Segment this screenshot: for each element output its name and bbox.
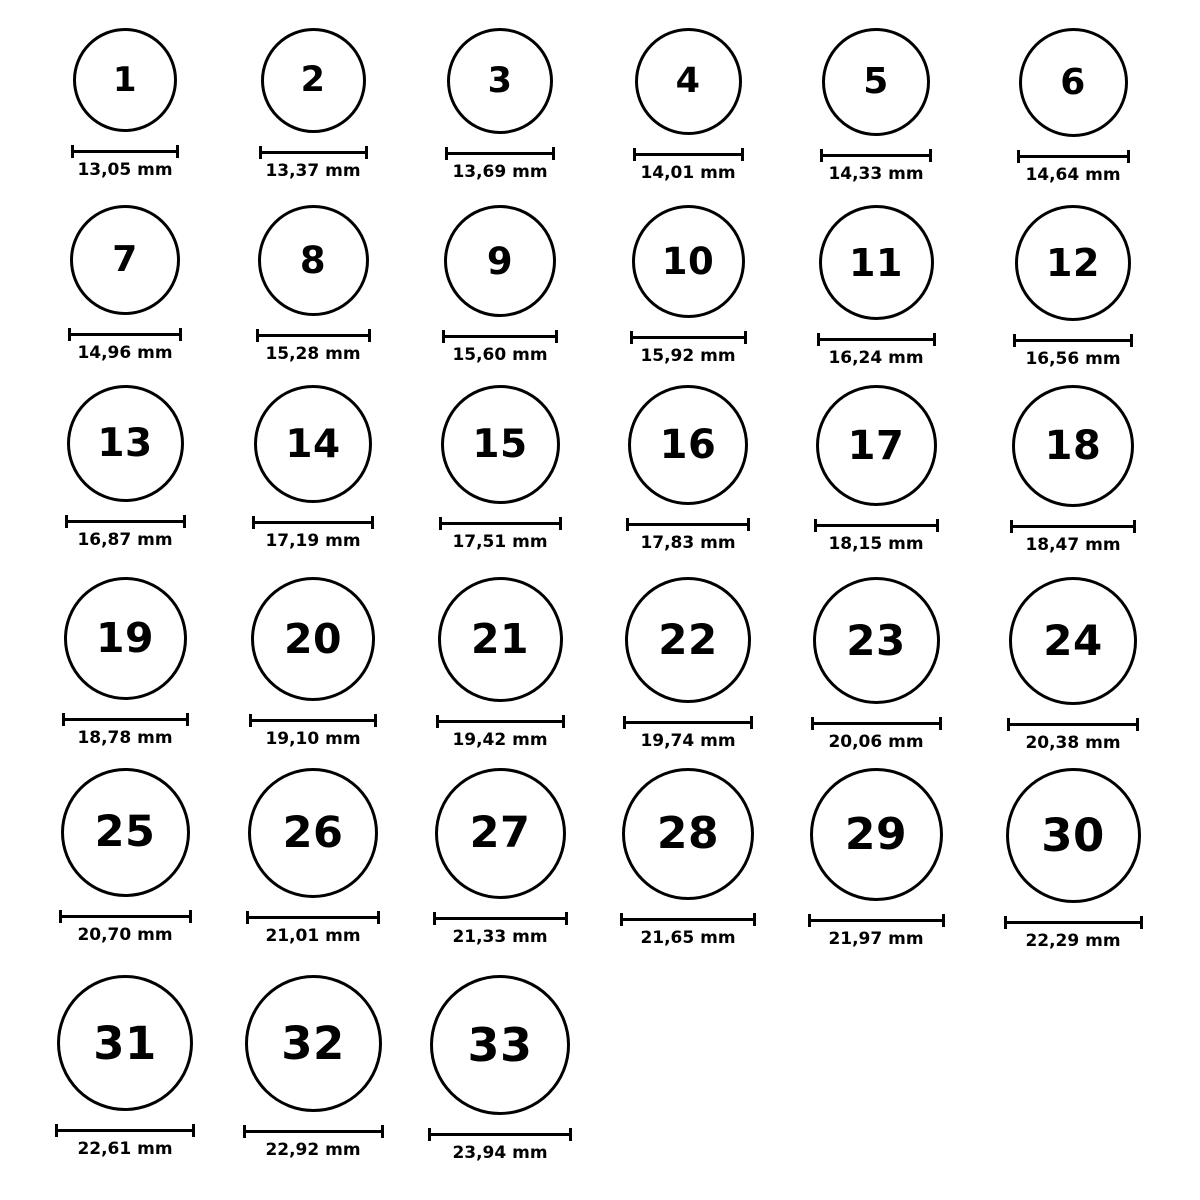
- ring-size-item: [50, 577, 200, 747]
- ring-size-number: 10: [661, 240, 715, 283]
- ring-size-number: 19: [95, 614, 155, 662]
- ring-size-number: 30: [1041, 809, 1105, 862]
- ring-size-number: 33: [467, 1018, 533, 1072]
- ring-size-item: [801, 28, 951, 183]
- measure-tick-right: [939, 717, 942, 730]
- measure-tick-left: [820, 149, 823, 162]
- ring-size-item: [613, 385, 763, 552]
- measure-tick-right: [1136, 718, 1139, 731]
- measure-tick-left: [623, 716, 626, 729]
- ring-circle: [819, 205, 934, 320]
- ring-size-item: [238, 577, 388, 748]
- ring-circle: [1009, 577, 1137, 705]
- diameter-label: 21,97 mm: [828, 929, 924, 949]
- measure-tick-right: [750, 716, 753, 729]
- diameter-measure-bar: [811, 716, 942, 730]
- ring-size-number: 25: [94, 807, 156, 857]
- diameter-label: 22,29 mm: [1025, 931, 1121, 951]
- diameter-measure-bar: [62, 712, 189, 726]
- diameter-measure-bar: [433, 911, 568, 925]
- ring-size-number: 4: [675, 61, 701, 101]
- diameter-measure-bar: [71, 144, 179, 158]
- ring-circle: [430, 975, 570, 1115]
- measure-tick-right: [741, 148, 744, 161]
- diameter-measure-bar: [623, 715, 753, 729]
- measure-tick-left: [65, 515, 68, 528]
- measure-tick-right: [1133, 520, 1136, 533]
- ring-circle: [245, 975, 382, 1112]
- measure-tick-left: [1013, 334, 1016, 347]
- measure-tick-left: [620, 913, 623, 926]
- ring-circle: [635, 28, 742, 135]
- measure-tick-right: [552, 147, 555, 160]
- diameter-measure-bar: [65, 514, 186, 528]
- diameter-measure-bar: [626, 517, 750, 531]
- measure-tick-right: [192, 1124, 195, 1137]
- measure-tick-left: [256, 329, 259, 342]
- measure-tick-left: [439, 517, 442, 530]
- diameter-measure-bar: [252, 515, 374, 529]
- diameter-measure-bar: [256, 328, 371, 342]
- ring-size-item: [425, 975, 575, 1162]
- diameter-label: 14,96 mm: [77, 343, 173, 363]
- measure-tick-left: [1004, 916, 1007, 929]
- ring-size-item: [998, 768, 1148, 950]
- ring-size-number: 14: [285, 421, 341, 467]
- measure-tick-right: [744, 331, 747, 344]
- ring-circle: [816, 385, 937, 506]
- diameter-label: 13,37 mm: [265, 161, 361, 181]
- diameter-measure-bar: [445, 146, 555, 160]
- ring-size-item: [425, 768, 575, 946]
- diameter-measure-bar: [428, 1127, 572, 1141]
- ring-size-item: [50, 205, 200, 362]
- diameter-label: 20,38 mm: [1025, 733, 1121, 753]
- measure-tick-right: [1140, 916, 1143, 929]
- diameter-measure-bar: [59, 909, 192, 923]
- ring-size-item: [238, 28, 388, 180]
- ring-circle: [64, 577, 187, 700]
- ring-size-number: 5: [863, 61, 889, 102]
- ring-size-number: 3: [487, 60, 513, 101]
- ring-circle: [441, 385, 560, 504]
- diameter-measure-bar: [1017, 149, 1130, 163]
- diameter-measure-bar: [442, 329, 558, 343]
- ring-size-item: [613, 577, 763, 750]
- diameter-measure-bar: [55, 1123, 195, 1137]
- ring-size-number: 15: [472, 422, 528, 467]
- measure-tick-right: [565, 912, 568, 925]
- ring-size-item: [425, 28, 575, 181]
- ring-circle: [447, 28, 553, 134]
- ring-circle: [810, 768, 943, 901]
- diameter-label: 21,01 mm: [265, 926, 361, 946]
- diameter-label: 15,92 mm: [640, 346, 736, 366]
- ring-circle: [254, 385, 372, 503]
- ring-size-number: 23: [846, 615, 906, 665]
- diameter-label: 19,10 mm: [265, 729, 361, 749]
- ring-size-item: [50, 975, 200, 1158]
- ring-circle: [67, 385, 184, 502]
- ring-size-number: 2: [300, 60, 326, 100]
- diameter-label: 17,51 mm: [452, 532, 548, 552]
- ring-circle: [628, 385, 748, 505]
- measure-tick-left: [630, 331, 633, 344]
- diameter-label: 17,19 mm: [265, 531, 361, 551]
- measure-tick-left: [811, 717, 814, 730]
- measure-tick-left: [817, 333, 820, 346]
- measure-tick-left: [259, 146, 262, 159]
- measure-tick-right: [933, 333, 936, 346]
- diameter-measure-bar: [820, 148, 932, 162]
- ring-size-item: [801, 385, 951, 553]
- ring-circle: [57, 975, 193, 1111]
- measure-tick-left: [243, 1125, 246, 1138]
- ring-circle: [435, 768, 566, 899]
- ring-circle: [1019, 28, 1128, 137]
- measure-tick-left: [62, 713, 65, 726]
- ring-circle: [822, 28, 930, 136]
- diameter-label: 18,47 mm: [1025, 535, 1121, 555]
- ring-size-number: 24: [1043, 616, 1103, 665]
- ring-size-item: [238, 205, 388, 363]
- ring-circle: [1006, 768, 1141, 903]
- ring-size-number: 20: [283, 614, 343, 663]
- measure-tick-left: [436, 715, 439, 728]
- diameter-measure-bar: [814, 518, 939, 532]
- measure-tick-right: [179, 328, 182, 341]
- ring-size-number: 18: [1044, 423, 1102, 469]
- diameter-measure-bar: [439, 516, 562, 530]
- measure-tick-left: [626, 518, 629, 531]
- measure-tick-left: [55, 1124, 58, 1137]
- measure-tick-right: [368, 329, 371, 342]
- measure-tick-left: [71, 145, 74, 158]
- ring-circle: [258, 205, 369, 316]
- diameter-measure-bar: [436, 714, 565, 728]
- ring-size-item: [998, 205, 1148, 368]
- diameter-measure-bar: [808, 913, 945, 927]
- diameter-label: 18,78 mm: [77, 728, 173, 748]
- diameter-label: 20,70 mm: [77, 925, 173, 945]
- ring-size-number: 28: [656, 808, 720, 859]
- diameter-measure-bar: [68, 327, 182, 341]
- measure-tick-right: [189, 910, 192, 923]
- diameter-label: 14,64 mm: [1025, 165, 1121, 185]
- ring-size-number: 9: [486, 239, 514, 283]
- ring-size-item: [50, 385, 200, 549]
- measure-tick-right: [176, 145, 179, 158]
- ring-circle: [251, 577, 375, 701]
- measure-tick-left: [1017, 150, 1020, 163]
- ring-circle: [632, 205, 745, 318]
- diameter-label: 19,74 mm: [640, 731, 736, 751]
- ring-size-number: 29: [844, 808, 908, 860]
- measure-tick-left: [433, 912, 436, 925]
- diameter-measure-bar: [630, 330, 747, 344]
- diameter-label: 21,65 mm: [640, 928, 736, 948]
- measure-tick-right: [569, 1128, 572, 1141]
- diameter-label: 18,15 mm: [828, 534, 924, 554]
- ring-size-item: [801, 577, 951, 751]
- ring-circle: [61, 768, 190, 897]
- measure-tick-right: [929, 149, 932, 162]
- ring-circle: [622, 768, 754, 900]
- measure-tick-right: [381, 1125, 384, 1138]
- ring-size-number: 31: [93, 1016, 157, 1070]
- diameter-label: 16,24 mm: [828, 348, 924, 368]
- diameter-measure-bar: [243, 1124, 384, 1138]
- ring-size-number: 32: [281, 1017, 345, 1070]
- ring-size-item: [425, 577, 575, 749]
- measure-tick-right: [936, 519, 939, 532]
- diameter-label: 20,06 mm: [828, 732, 924, 752]
- ring-circle: [813, 577, 940, 704]
- diameter-label: 21,33 mm: [452, 927, 548, 947]
- diameter-measure-bar: [259, 145, 368, 159]
- ring-size-number: 16: [659, 422, 717, 468]
- measure-tick-right: [365, 146, 368, 159]
- ring-size-number: 7: [112, 239, 138, 280]
- ring-size-number: 17: [847, 422, 905, 469]
- ring-size-item: [425, 205, 575, 364]
- ring-size-item: [238, 385, 388, 550]
- diameter-measure-bar: [1007, 717, 1139, 731]
- ring-size-item: [238, 975, 388, 1159]
- ring-size-item: [998, 28, 1148, 184]
- measure-tick-left: [633, 148, 636, 161]
- measure-tick-left: [428, 1128, 431, 1141]
- measure-tick-left: [442, 330, 445, 343]
- ring-size-item: [801, 205, 951, 367]
- measure-tick-right: [183, 515, 186, 528]
- ring-size-number: 11: [849, 240, 903, 285]
- diameter-measure-bar: [633, 147, 744, 161]
- diameter-measure-bar: [817, 332, 936, 346]
- ring-size-item: [50, 768, 200, 944]
- diameter-label: 22,92 mm: [265, 1140, 361, 1160]
- ring-size-number: 13: [97, 421, 153, 466]
- ring-circle: [438, 577, 563, 702]
- measure-tick-right: [186, 713, 189, 726]
- diameter-label: 15,60 mm: [452, 345, 548, 365]
- diameter-measure-bar: [246, 910, 380, 924]
- measure-tick-right: [1127, 150, 1130, 163]
- diameter-label: 16,56 mm: [1025, 349, 1121, 369]
- ring-circle: [444, 205, 556, 317]
- measure-tick-right: [562, 715, 565, 728]
- ring-size-item: [613, 205, 763, 365]
- ring-circle: [73, 28, 177, 132]
- ring-size-number: 6: [1060, 61, 1086, 103]
- diameter-label: 19,42 mm: [452, 730, 548, 750]
- diameter-label: 14,33 mm: [828, 164, 924, 184]
- ring-size-number: 26: [282, 807, 344, 858]
- ring-circle: [248, 768, 378, 898]
- ring-size-item: [238, 768, 388, 945]
- ring-circle: [1012, 385, 1134, 507]
- ring-size-item: [50, 28, 200, 179]
- ring-size-item: [425, 385, 575, 551]
- diameter-label: 13,05 mm: [77, 160, 173, 180]
- measure-tick-left: [252, 516, 255, 529]
- diameter-label: 17,83 mm: [640, 533, 736, 553]
- measure-tick-left: [1007, 718, 1010, 731]
- diameter-label: 14,01 mm: [640, 163, 736, 183]
- diameter-label: 15,28 mm: [265, 344, 361, 364]
- measure-tick-right: [747, 518, 750, 531]
- ring-circle: [70, 205, 180, 315]
- ring-size-number: 12: [1046, 241, 1100, 285]
- diameter-label: 16,87 mm: [77, 530, 173, 550]
- measure-tick-right: [377, 911, 380, 924]
- measure-tick-right: [753, 913, 756, 926]
- measure-tick-right: [555, 330, 558, 343]
- diameter-label: 23,94 mm: [452, 1143, 548, 1163]
- ring-size-number: 27: [469, 808, 531, 858]
- measure-tick-right: [371, 516, 374, 529]
- measure-tick-right: [1130, 334, 1133, 347]
- measure-tick-left: [246, 911, 249, 924]
- ring-size-item: [998, 577, 1148, 752]
- ring-circle: [261, 28, 366, 133]
- ring-size-item: [613, 768, 763, 947]
- measure-tick-right: [559, 517, 562, 530]
- diameter-measure-bar: [620, 912, 756, 926]
- measure-tick-left: [59, 910, 62, 923]
- diameter-label: 13,69 mm: [452, 162, 548, 182]
- ring-size-item: [613, 28, 763, 182]
- measure-tick-left: [445, 147, 448, 160]
- ring-circle: [625, 577, 751, 703]
- ring-size-number: 22: [658, 615, 718, 664]
- ring-size-number: 21: [470, 615, 530, 663]
- diameter-measure-bar: [1010, 519, 1136, 533]
- diameter-measure-bar: [1013, 333, 1133, 347]
- ring-size-number: 1: [112, 60, 138, 100]
- diameter-label: 22,61 mm: [77, 1139, 173, 1159]
- measure-tick-right: [374, 714, 377, 727]
- measure-tick-left: [1010, 520, 1013, 533]
- ring-circle: [1015, 205, 1131, 321]
- diameter-measure-bar: [249, 713, 377, 727]
- measure-tick-left: [808, 914, 811, 927]
- measure-tick-left: [814, 519, 817, 532]
- diameter-measure-bar: [1004, 915, 1143, 929]
- measure-tick-left: [68, 328, 71, 341]
- measure-tick-left: [249, 714, 252, 727]
- ring-size-item: [998, 385, 1148, 554]
- measure-tick-right: [942, 914, 945, 927]
- ring-size-item: [801, 768, 951, 948]
- ring-size-number: 8: [299, 239, 327, 282]
